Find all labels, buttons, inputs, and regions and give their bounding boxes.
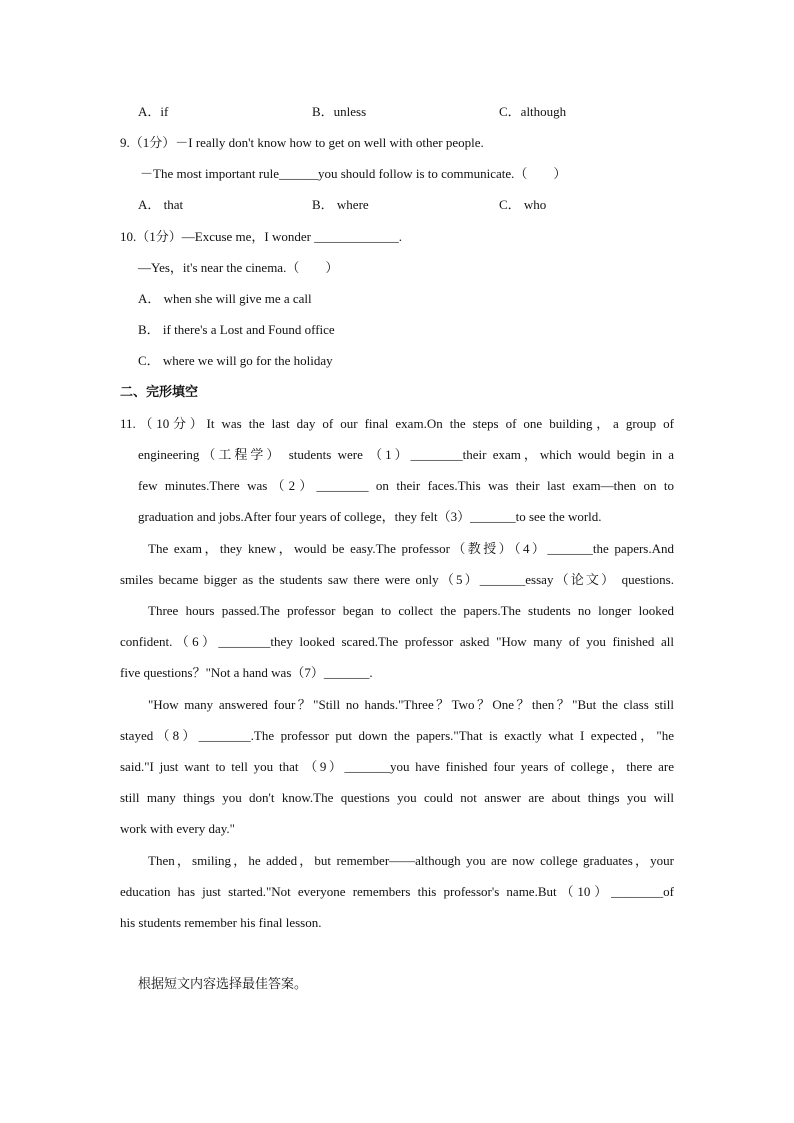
q9-question-line2: －The most important rule______you should follow is to communicate.（ ）	[140, 166, 567, 181]
instruction-text: 根据短文内容选择最佳答案。	[138, 977, 308, 992]
q11-line-8: confident.（6）________they looked scared.The professor asked "How many of you finished all	[120, 634, 674, 649]
q9-options	[0, 196, 794, 214]
q10-question-line2: —Yes，it's near the cinema.（ ）	[138, 260, 339, 275]
q11-line-7: Three hours passed.The professor began to collect the papers.The students no longer looked	[148, 603, 674, 618]
q11-line-14: work with every day."	[120, 821, 235, 836]
q10-option-b[interactable]: B． if there's a Lost and Found office	[138, 322, 335, 337]
q11-line-4: graduation and jobs.After four years of college，they felt（3）_______to see the world.	[138, 509, 602, 524]
q8-option-b[interactable]: B．unless	[312, 104, 367, 119]
q11-line-15: Then，smiling，he added，but remember——although you are now college graduates，your	[148, 853, 674, 868]
q11-line-2: engineering（工程学） students were （1）________their exam，which would begin in a	[138, 447, 674, 462]
q9-option-a[interactable]: A． that	[138, 197, 184, 212]
q11-line-13: still many things you don't know.The questions you could not answer are about things you will	[120, 790, 674, 805]
q9-option-b[interactable]: B． where	[312, 197, 369, 212]
q10-question: 10.（1分）—Excuse me，I wonder _____________.	[120, 229, 402, 244]
q10-option-a[interactable]: A． when she will give me a call	[138, 291, 312, 306]
q9-question: 9.（1分）－I really don't know how to get on well with other people.	[120, 135, 484, 150]
q11-line-5: The exam，they knew，would be easy.The professor（教授）（4）_______the papers.And	[148, 541, 674, 556]
q9-option-c[interactable]: C． who	[499, 197, 547, 212]
q8-option-c[interactable]: C．although	[499, 104, 567, 119]
section-heading-cloze: 二、完形填空	[120, 385, 199, 400]
q11-line-16: education has just started."Not everyone remembers this professor's name.But（10）________of	[120, 884, 674, 899]
q11-line-6: smiles became bigger as the students saw there were only（5）_______essay（论文） questions.	[120, 572, 674, 587]
q8-options	[0, 103, 794, 121]
q11-line-3: few minutes.There was（2）________ on their faces.This was their last exam—then on to	[138, 478, 674, 493]
q8-option-a[interactable]: A．if	[138, 104, 169, 119]
q10-option-c[interactable]: C． where we will go for the holiday	[138, 353, 333, 368]
q11-line-10: "How many answered four？"Still no hands."Three？Two？One？then？"But the class still	[148, 697, 674, 712]
q11-line-9: five questions？"Not a hand was（7）_______.	[120, 665, 373, 680]
q11-line-1: 11.（10分）It was the last day of our final exam.On the steps of one building，a group of	[120, 416, 674, 431]
q11-line-12: said."I just want to tell you that （9）_______you have finished four years of college，there are	[120, 759, 674, 774]
q11-line-17: his students remember his final lesson.	[120, 915, 322, 930]
q11-line-11: stayed（8）________.The professor put down the papers."That is exactly what I expected，"he	[120, 728, 674, 743]
